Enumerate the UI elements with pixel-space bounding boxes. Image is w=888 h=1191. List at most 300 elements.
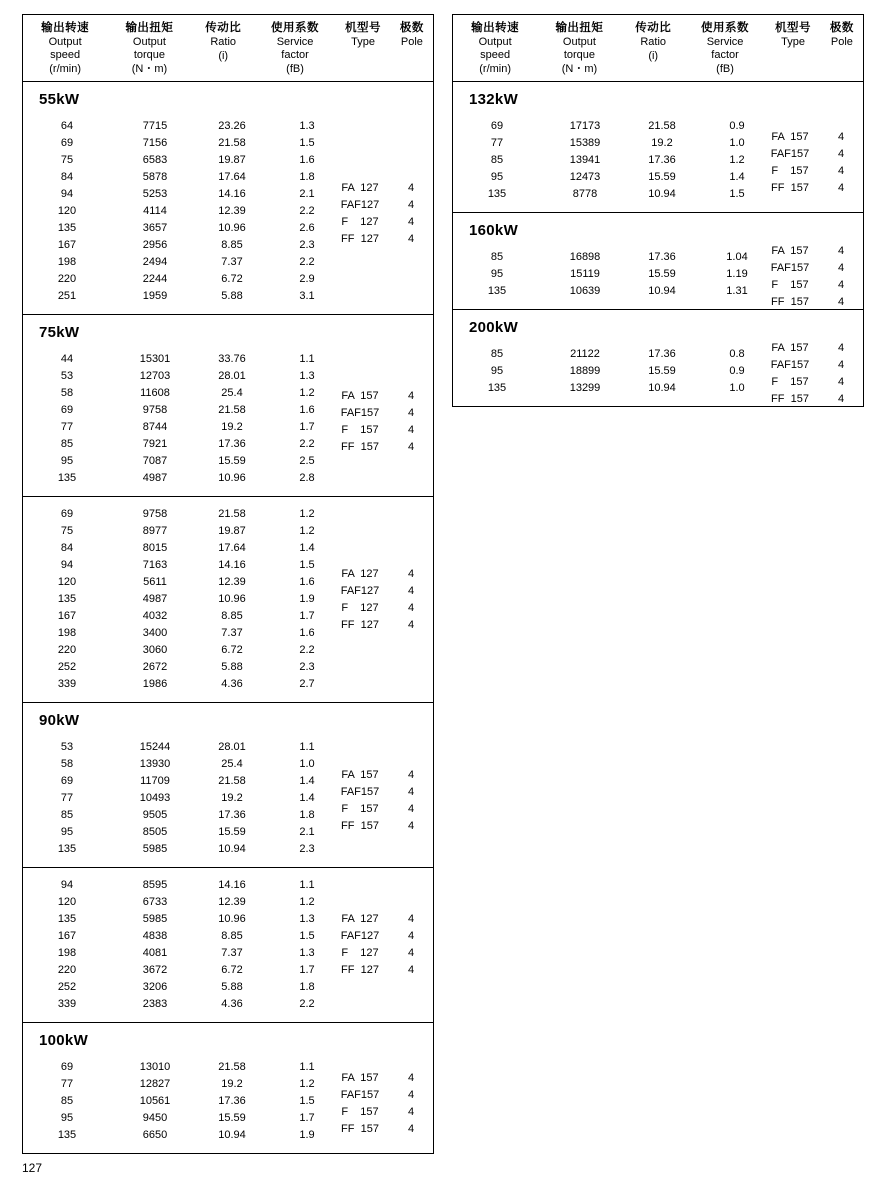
output-torque-cell: 13930 bbox=[139, 758, 171, 770]
type-cell: FF 157 bbox=[771, 182, 809, 194]
type-cell: FA 127 bbox=[341, 182, 379, 194]
service-factor-cell: 1.5 bbox=[299, 1095, 315, 1107]
service-factor-cell: 1.8 bbox=[299, 981, 315, 993]
page-columns bbox=[22, 14, 866, 1154]
ratio-cell: 14.16 bbox=[218, 559, 246, 571]
service-factor-cell: 2.1 bbox=[299, 188, 315, 200]
group-rows bbox=[23, 114, 433, 314]
type-cell: FA 157 bbox=[341, 389, 379, 402]
output-torque-cell: 8977 bbox=[142, 525, 168, 537]
column-header-en: Output torque bbox=[132, 36, 166, 61]
output-torque-cell: 10561 bbox=[139, 1095, 171, 1107]
output-speed-cell: 85 bbox=[490, 154, 504, 166]
output-speed-cell: 198 bbox=[57, 947, 77, 959]
output-speed-cell: 94 bbox=[60, 188, 74, 200]
type-cell: F 157 bbox=[771, 165, 809, 177]
power-group bbox=[23, 868, 433, 1023]
ratio-cell: 21.58 bbox=[648, 120, 676, 132]
pole-cell: 4 bbox=[837, 131, 845, 143]
type-pole-row bbox=[331, 1087, 433, 1104]
service-factor-cell: 1.1 bbox=[299, 879, 315, 891]
type-pole-row bbox=[761, 260, 863, 277]
ratio-cell: 19.2 bbox=[651, 137, 673, 149]
column-header-5 bbox=[335, 21, 391, 76]
output-torque-cell: 7087 bbox=[142, 455, 168, 467]
type-pole-block bbox=[331, 347, 433, 496]
group-rows bbox=[453, 342, 863, 406]
column-header-cn: 输出转速 bbox=[471, 22, 520, 34]
type-pole-row bbox=[331, 197, 433, 214]
pole-cell: 4 bbox=[407, 423, 415, 436]
output-speed-cell: 69 bbox=[60, 508, 74, 520]
service-factor-cell: 1.0 bbox=[299, 758, 315, 770]
type-cell: FAF157 bbox=[770, 262, 810, 274]
service-factor-cell: 0.9 bbox=[729, 365, 745, 377]
output-torque-cell: 7715 bbox=[142, 120, 168, 132]
pole-cell: 4 bbox=[407, 947, 415, 959]
ratio-cell: 17.64 bbox=[218, 542, 246, 554]
column-header-en: Ratio bbox=[640, 36, 667, 48]
output-torque-cell: 5611 bbox=[143, 576, 167, 588]
output-speed-cell: 58 bbox=[60, 758, 74, 770]
service-factor-cell: 1.5 bbox=[299, 930, 315, 942]
ratio-cell: 4.36 bbox=[221, 678, 243, 690]
output-speed-cell: 94 bbox=[60, 559, 74, 571]
service-factor-cell: 1.6 bbox=[299, 404, 315, 416]
service-factor-cell: 1.8 bbox=[299, 171, 315, 183]
output-torque-cell: 1986 bbox=[142, 678, 168, 690]
type-cell: F 157 bbox=[341, 803, 379, 815]
power-group bbox=[23, 82, 433, 315]
ratio-cell: 15.59 bbox=[218, 826, 246, 838]
output-speed-cell: 77 bbox=[60, 792, 74, 804]
output-torque-cell: 15389 bbox=[569, 137, 601, 149]
pole-cell: 4 bbox=[407, 584, 415, 597]
pole-cell: 4 bbox=[407, 1123, 415, 1135]
output-torque-cell: 11608 bbox=[140, 387, 170, 399]
type-cell: FF 157 bbox=[341, 440, 379, 453]
output-torque-cell: 13010 bbox=[139, 1061, 171, 1073]
type-cell: FF 157 bbox=[341, 1123, 379, 1135]
type-cell: F 157 bbox=[771, 279, 809, 291]
table-header bbox=[23, 15, 433, 82]
column-header-cn: 输出扭矩 bbox=[125, 22, 174, 34]
output-torque-cell: 8778 bbox=[572, 188, 598, 200]
ratio-cell: 19.87 bbox=[218, 525, 246, 537]
right-column bbox=[452, 14, 864, 407]
column-header-unit: (N・m) bbox=[561, 63, 598, 75]
output-torque-cell: 2244 bbox=[142, 273, 168, 285]
ratio-cell: 19.2 bbox=[221, 792, 243, 804]
output-speed-cell: 53 bbox=[60, 370, 74, 382]
output-speed-cell: 198 bbox=[57, 627, 77, 639]
output-torque-cell: 10639 bbox=[569, 285, 601, 297]
output-speed-cell: 75 bbox=[60, 525, 74, 537]
ratio-cell: 6.72 bbox=[221, 964, 243, 976]
type-cell: FAF127 bbox=[340, 199, 380, 211]
service-factor-cell: 1.4 bbox=[299, 775, 315, 787]
type-pole-row bbox=[331, 388, 433, 405]
power-group bbox=[23, 1023, 433, 1153]
type-pole-row bbox=[331, 1070, 433, 1087]
output-torque-cell: 5878 bbox=[142, 171, 168, 183]
ratio-cell: 10.96 bbox=[218, 913, 246, 925]
pole-cell: 4 bbox=[407, 440, 415, 453]
service-factor-cell: 1.9 bbox=[299, 593, 315, 605]
service-factor-cell: 1.7 bbox=[299, 610, 315, 622]
ratio-cell: 33.76 bbox=[218, 353, 246, 365]
output-torque-cell: 15244 bbox=[139, 741, 171, 753]
output-speed-cell: 220 bbox=[57, 273, 77, 285]
column-header-3 bbox=[622, 21, 685, 76]
pole-cell: 4 bbox=[837, 359, 845, 371]
output-speed-cell: 220 bbox=[57, 644, 77, 656]
column-header-en: Pole bbox=[830, 36, 853, 48]
type-cell: F 157 bbox=[341, 1106, 379, 1118]
output-torque-cell: 4114 bbox=[143, 205, 167, 217]
column-header-en: Output torque bbox=[562, 36, 596, 61]
pole-cell: 4 bbox=[407, 199, 415, 211]
type-pole-row bbox=[331, 583, 433, 600]
ratio-cell: 28.01 bbox=[218, 370, 246, 382]
column-header-unit: (r/min) bbox=[49, 63, 82, 75]
output-speed-cell: 135 bbox=[487, 382, 507, 394]
ratio-cell: 14.16 bbox=[218, 879, 246, 891]
service-factor-cell: 1.2 bbox=[299, 525, 315, 537]
service-factor-cell: 1.7 bbox=[299, 964, 315, 976]
type-cell: FF 157 bbox=[771, 296, 809, 308]
service-factor-cell: 2.3 bbox=[299, 239, 315, 251]
power-group bbox=[23, 315, 433, 497]
power-rating-label: 75kW bbox=[39, 324, 80, 341]
output-speed-cell: 69 bbox=[60, 137, 74, 149]
column-header-en: Service factor bbox=[706, 36, 744, 61]
type-pole-row bbox=[331, 180, 433, 197]
output-speed-cell: 85 bbox=[490, 348, 504, 360]
output-speed-cell: 77 bbox=[490, 137, 504, 149]
column-header-unit: (i) bbox=[218, 50, 229, 62]
ratio-cell: 23.26 bbox=[218, 120, 246, 132]
output-speed-cell: 84 bbox=[60, 171, 74, 183]
ratio-cell: 8.85 bbox=[221, 239, 243, 251]
column-header-4 bbox=[255, 21, 335, 76]
pole-cell: 4 bbox=[407, 964, 415, 976]
pole-cell: 4 bbox=[407, 233, 415, 245]
type-pole-row bbox=[761, 243, 863, 260]
output-speed-cell: 85 bbox=[60, 809, 74, 821]
output-torque-cell: 3657 bbox=[142, 222, 168, 234]
ratio-cell: 7.37 bbox=[221, 947, 243, 959]
type-pole-block bbox=[761, 245, 863, 309]
output-speed-cell: 135 bbox=[57, 1129, 77, 1141]
output-speed-cell: 220 bbox=[57, 964, 77, 976]
column-header-en: Service factor bbox=[276, 36, 314, 61]
group-rows bbox=[453, 245, 863, 309]
service-factor-cell: 1.5 bbox=[729, 188, 745, 200]
ratio-cell: 4.36 bbox=[221, 998, 243, 1010]
type-pole-row bbox=[331, 818, 433, 835]
pole-cell: 4 bbox=[407, 182, 415, 194]
ratio-cell: 17.36 bbox=[648, 251, 676, 263]
type-cell: F 127 bbox=[341, 947, 379, 959]
output-speed-cell: 95 bbox=[490, 268, 504, 280]
type-cell: FF 157 bbox=[771, 393, 809, 405]
output-torque-cell: 2956 bbox=[142, 239, 168, 251]
type-cell: FF 127 bbox=[341, 964, 379, 976]
ratio-cell: 6.72 bbox=[221, 644, 243, 656]
column-header-cn: 机型号 bbox=[775, 22, 812, 34]
type-cell: FAF157 bbox=[770, 359, 810, 371]
service-factor-cell: 1.2 bbox=[299, 896, 315, 908]
power-rating-label: 100kW bbox=[39, 1032, 89, 1049]
left-data-table bbox=[22, 14, 434, 1154]
ratio-cell: 10.96 bbox=[218, 593, 246, 605]
pole-cell: 4 bbox=[837, 262, 845, 274]
pole-cell: 4 bbox=[407, 406, 415, 419]
output-torque-cell: 12473 bbox=[569, 171, 601, 183]
type-pole-block bbox=[331, 735, 433, 867]
ratio-cell: 12.39 bbox=[218, 576, 246, 588]
pole-cell: 4 bbox=[837, 376, 845, 388]
service-factor-cell: 1.0 bbox=[729, 382, 745, 394]
service-factor-cell: 1.5 bbox=[299, 137, 315, 149]
ratio-cell: 6.72 bbox=[221, 273, 243, 285]
pole-cell: 4 bbox=[407, 618, 415, 631]
ratio-cell: 7.37 bbox=[221, 256, 243, 268]
ratio-cell: 14.16 bbox=[218, 188, 246, 200]
type-pole-row bbox=[761, 129, 863, 146]
group-rows bbox=[453, 114, 863, 212]
type-pole-row bbox=[331, 231, 433, 248]
power-rating-label: 160kW bbox=[469, 222, 519, 239]
service-factor-cell: 2.8 bbox=[299, 472, 315, 484]
output-speed-cell: 77 bbox=[60, 421, 74, 433]
ratio-cell: 17.36 bbox=[218, 1095, 246, 1107]
output-speed-cell: 95 bbox=[60, 455, 74, 467]
service-factor-cell: 2.2 bbox=[299, 205, 315, 217]
output-torque-cell: 8744 bbox=[142, 421, 168, 433]
output-speed-cell: 135 bbox=[487, 188, 507, 200]
output-speed-cell: 69 bbox=[60, 404, 74, 416]
ratio-cell: 17.36 bbox=[648, 348, 676, 360]
type-pole-block bbox=[331, 114, 433, 314]
column-header-1 bbox=[453, 21, 537, 76]
column-header-cn: 使用系数 bbox=[701, 22, 750, 34]
pole-cell: 4 bbox=[837, 182, 845, 194]
output-speed-cell: 167 bbox=[57, 610, 77, 622]
column-header-unit: (i) bbox=[648, 50, 659, 62]
type-cell: FF 127 bbox=[341, 233, 379, 245]
ratio-cell: 15.59 bbox=[648, 171, 676, 183]
output-torque-cell: 18899 bbox=[569, 365, 601, 377]
ratio-cell: 15.59 bbox=[648, 365, 676, 377]
type-cell: FAF157 bbox=[770, 148, 810, 160]
ratio-cell: 21.58 bbox=[218, 137, 246, 149]
service-factor-cell: 1.19 bbox=[726, 268, 748, 280]
type-cell: F 127 bbox=[341, 601, 379, 614]
type-pole-row bbox=[331, 1121, 433, 1138]
column-header-5 bbox=[765, 21, 821, 76]
group-rows bbox=[23, 1055, 433, 1153]
output-torque-cell: 6733 bbox=[142, 896, 168, 908]
service-factor-cell: 2.2 bbox=[299, 644, 315, 656]
power-rating-label: 132kW bbox=[469, 91, 519, 108]
ratio-cell: 5.88 bbox=[221, 981, 243, 993]
type-pole-row bbox=[331, 600, 433, 617]
power-group bbox=[453, 82, 863, 213]
service-factor-cell: 1.3 bbox=[299, 120, 315, 132]
ratio-cell: 12.39 bbox=[218, 896, 246, 908]
type-pole-row bbox=[331, 1104, 433, 1121]
ratio-cell: 19.2 bbox=[221, 421, 243, 433]
type-pole-row bbox=[331, 617, 433, 634]
type-pole-row bbox=[761, 357, 863, 374]
type-pole-row bbox=[331, 439, 433, 456]
pole-cell: 4 bbox=[837, 245, 845, 257]
service-factor-cell: 2.3 bbox=[299, 661, 315, 673]
output-torque-cell: 17173 bbox=[569, 120, 601, 132]
service-factor-cell: 1.6 bbox=[299, 576, 315, 588]
type-cell: FA 157 bbox=[771, 131, 809, 143]
output-speed-cell: 64 bbox=[60, 120, 74, 132]
ratio-cell: 21.58 bbox=[218, 1061, 246, 1073]
ratio-cell: 8.85 bbox=[221, 610, 243, 622]
ratio-cell: 10.94 bbox=[648, 382, 676, 394]
output-torque-cell: 8595 bbox=[142, 879, 168, 891]
ratio-cell: 15.59 bbox=[218, 455, 246, 467]
ratio-cell: 10.96 bbox=[218, 222, 246, 234]
service-factor-cell: 1.2 bbox=[729, 154, 745, 166]
output-torque-cell: 15119 bbox=[570, 268, 600, 280]
pole-cell: 4 bbox=[407, 1072, 415, 1084]
column-header-2 bbox=[107, 21, 191, 76]
service-factor-cell: 1.31 bbox=[726, 285, 748, 297]
column-header-6 bbox=[821, 21, 863, 76]
power-group bbox=[453, 310, 863, 406]
group-rows bbox=[23, 735, 433, 867]
pole-cell: 4 bbox=[407, 930, 415, 942]
column-header-cn: 传动比 bbox=[205, 22, 242, 34]
pole-cell: 4 bbox=[837, 148, 845, 160]
output-speed-cell: 198 bbox=[57, 256, 77, 268]
type-cell: FAF157 bbox=[340, 406, 380, 419]
output-speed-cell: 167 bbox=[57, 930, 77, 942]
ratio-cell: 19.2 bbox=[221, 1078, 243, 1090]
output-speed-cell: 58 bbox=[60, 387, 74, 399]
type-pole-row bbox=[331, 911, 433, 928]
service-factor-cell: 1.1 bbox=[299, 1061, 315, 1073]
type-cell: FF 157 bbox=[341, 820, 379, 832]
output-torque-cell: 9505 bbox=[142, 809, 168, 821]
service-factor-cell: 1.6 bbox=[299, 627, 315, 639]
output-torque-cell: 4987 bbox=[142, 593, 168, 605]
pole-cell: 4 bbox=[837, 296, 845, 308]
column-header-2 bbox=[537, 21, 621, 76]
type-pole-row bbox=[761, 294, 863, 311]
type-cell: FA 157 bbox=[771, 342, 809, 354]
type-cell: FA 157 bbox=[341, 769, 379, 781]
service-factor-cell: 0.8 bbox=[729, 348, 745, 360]
output-speed-cell: 339 bbox=[57, 678, 77, 690]
service-factor-cell: 2.2 bbox=[299, 998, 315, 1010]
group-rows bbox=[23, 497, 433, 702]
output-speed-cell: 53 bbox=[60, 741, 74, 753]
type-pole-row bbox=[331, 405, 433, 422]
pole-cell: 4 bbox=[837, 393, 845, 405]
pole-cell: 4 bbox=[407, 820, 415, 832]
service-factor-cell: 1.4 bbox=[729, 171, 745, 183]
output-speed-cell: 135 bbox=[487, 285, 507, 297]
service-factor-cell: 2.3 bbox=[299, 843, 315, 855]
type-pole-row bbox=[331, 214, 433, 231]
output-speed-cell: 85 bbox=[60, 438, 74, 450]
output-torque-cell: 4032 bbox=[142, 610, 168, 622]
output-torque-cell: 9758 bbox=[142, 404, 168, 416]
service-factor-cell: 2.7 bbox=[299, 678, 315, 690]
output-torque-cell: 5253 bbox=[142, 188, 168, 200]
service-factor-cell: 1.9 bbox=[299, 1129, 315, 1141]
ratio-cell: 17.36 bbox=[218, 809, 246, 821]
ratio-cell: 8.85 bbox=[221, 930, 243, 942]
pole-cell: 4 bbox=[407, 1106, 415, 1118]
type-cell: FA 127 bbox=[341, 913, 379, 925]
pole-cell: 4 bbox=[837, 165, 845, 177]
output-speed-cell: 95 bbox=[490, 365, 504, 377]
service-factor-cell: 1.2 bbox=[299, 1078, 315, 1090]
output-speed-cell: 251 bbox=[57, 290, 77, 302]
column-header-cn: 极数 bbox=[399, 22, 424, 34]
column-header-en: Type bbox=[781, 36, 805, 48]
output-torque-cell: 2383 bbox=[142, 998, 168, 1010]
pole-cell: 4 bbox=[837, 279, 845, 291]
type-pole-row bbox=[331, 962, 433, 979]
output-torque-cell: 2672 bbox=[142, 661, 168, 673]
output-torque-cell: 7156 bbox=[142, 137, 168, 149]
output-torque-cell: 11709 bbox=[140, 775, 170, 787]
pole-cell: 4 bbox=[407, 913, 415, 925]
left-column bbox=[22, 14, 434, 1154]
service-factor-cell: 0.9 bbox=[729, 120, 745, 132]
output-torque-cell: 15301 bbox=[139, 353, 171, 365]
output-torque-cell: 13299 bbox=[569, 382, 601, 394]
pole-cell: 4 bbox=[407, 1089, 415, 1101]
group-rows bbox=[23, 868, 433, 1022]
type-pole-block bbox=[761, 114, 863, 212]
power-rating-label: 200kW bbox=[469, 319, 519, 336]
output-torque-cell: 8505 bbox=[142, 826, 168, 838]
ratio-cell: 10.96 bbox=[218, 472, 246, 484]
output-speed-cell: 69 bbox=[490, 120, 504, 132]
column-header-3 bbox=[192, 21, 255, 76]
output-torque-cell: 2494 bbox=[142, 256, 168, 268]
column-header-4 bbox=[685, 21, 765, 76]
column-header-unit: (r/min) bbox=[479, 63, 512, 75]
output-torque-cell: 4081 bbox=[142, 947, 168, 959]
ratio-cell: 10.94 bbox=[648, 188, 676, 200]
pole-cell: 4 bbox=[407, 803, 415, 815]
output-speed-cell: 95 bbox=[60, 826, 74, 838]
type-pole-row bbox=[761, 163, 863, 180]
type-pole-row bbox=[761, 374, 863, 391]
power-rating-label: 55kW bbox=[39, 91, 80, 108]
output-speed-cell: 135 bbox=[57, 843, 77, 855]
type-pole-row bbox=[761, 391, 863, 408]
pole-cell: 4 bbox=[407, 601, 415, 614]
output-torque-cell: 8015 bbox=[142, 542, 168, 554]
ratio-cell: 19.87 bbox=[218, 154, 246, 166]
output-torque-cell: 10493 bbox=[139, 792, 171, 804]
power-group bbox=[453, 213, 863, 310]
